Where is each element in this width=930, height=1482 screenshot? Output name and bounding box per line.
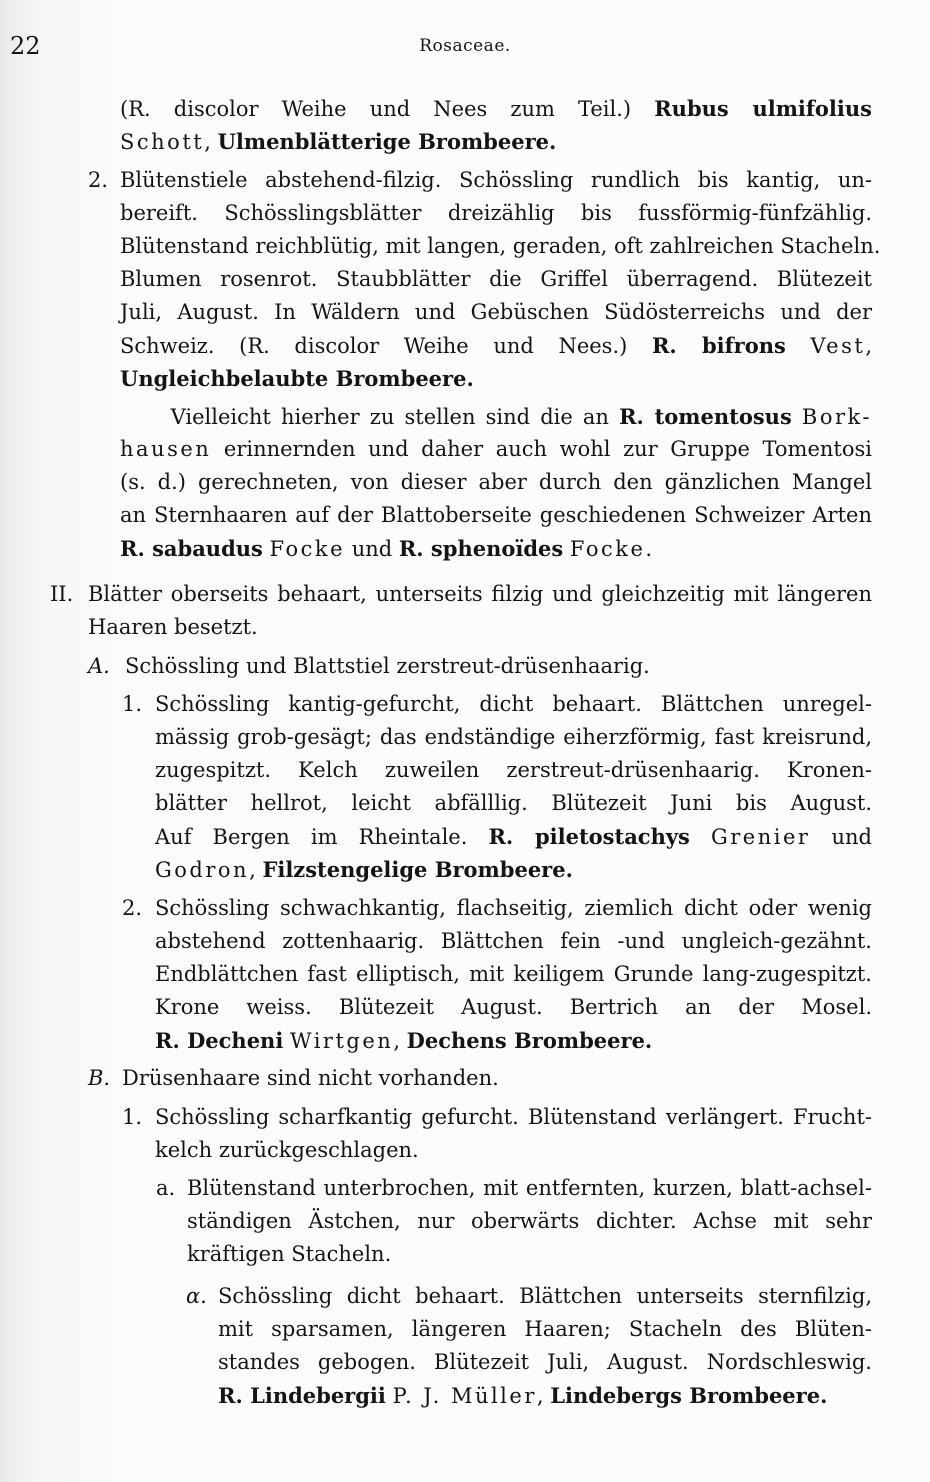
paragraph-b1 (120, 92, 872, 158)
text-line: Vielleicht hierher zu stellen sind die an R. tomentosus Bork- (120, 404, 872, 429)
text-line: Blütenstand unterbrochen, mit entfernten, kurzen, blatt-achsel- (187, 1176, 872, 1200)
text-line: Drüsenhaare sind nicht vorhanden. (122, 1066, 499, 1090)
text-line: mässig grob-gesägt; das endständige eiherzförmig, fast kreisrund, (155, 725, 872, 749)
text-line: Schweiz. (R. discolor Weihe und Nees.) R. bifrons Vest, (120, 333, 872, 358)
text-line: Blätter oberseits behaart, unterseits filzig und gleichzeitig mit längeren (88, 582, 872, 606)
list-marker: 2. (122, 896, 143, 920)
list-marker: α. (186, 1284, 207, 1308)
text-line: Schott, Ulmenblätterige Brombeere. (120, 129, 557, 154)
paragraph-b8 (122, 1062, 872, 1095)
text-line: Blumen rosenrot. Staubblätter die Griffel überragend. Blütezeit (120, 267, 872, 291)
list-marker: 1. (122, 1105, 143, 1129)
text-line: ständigen Ästchen, nur oberwärts dichter. Achse mit sehr (187, 1209, 872, 1233)
list-marker: B. (88, 1066, 111, 1090)
text-line: kelch zurückgeschlagen. (155, 1138, 419, 1162)
text-line: abstehend zottenhaarig. Blättchen fein -und ungleich-gezähnt. (155, 929, 872, 953)
text-line: R. sabaudus Focke und R. sphenoïdes Focke. (120, 536, 653, 561)
text-line: Schössling schwachkantig, flachseitig, ziemlich dicht oder wenig (155, 896, 872, 920)
list-marker: II. (50, 582, 74, 606)
text-line: mit sparsamen, längeren Haaren; Stacheln des Blüten- (218, 1317, 872, 1341)
text-line: Schössling kantig-gefurcht, dicht behaart. Blättchen unregel- (155, 692, 872, 716)
text-line: Schössling und Blattstiel zerstreut-drüsenhaarig. (125, 654, 650, 678)
paragraph-b7 (155, 892, 872, 1057)
text-line: Blütenstiele abstehend-filzig. Schössling rundlich bis kantig, un- (120, 168, 872, 192)
list-marker: 1. (122, 692, 143, 716)
text-line: Krone weiss. Blütezeit August. Bertrich an der Mosel. (155, 995, 872, 1019)
text-line: (R. discolor Weihe und Nees zum Teil.) Rubus ulmifolius (120, 96, 872, 121)
text-line: R. Decheni Wirtgen, Dechens Brombeere. (155, 1028, 653, 1053)
paragraph-b5 (125, 650, 872, 683)
list-marker: a. (156, 1176, 176, 1200)
paragraph-b11 (218, 1280, 872, 1412)
running-head: Rosaceae. (419, 36, 511, 56)
text-line: blätter hellrot, leicht abfälllig. Blütezeit Juni bis August. (155, 791, 872, 815)
text-line: hausen erinnernden und daher auch wohl zur Gruppe Tomentosi (120, 437, 872, 461)
text-line: Godron, Filzstengelige Brombeere. (155, 857, 573, 882)
page-number: 22 (10, 32, 41, 60)
paragraph-b6 (155, 688, 872, 886)
text-line: R. Lindebergii P. J. Müller, Lindebergs Brombeere. (218, 1383, 828, 1408)
paragraph-b2 (120, 164, 881, 395)
paragraph-b3 (120, 400, 872, 565)
text-line: an Sternhaaren auf der Blattoberseite geschiedenen Schweizer Arten (120, 503, 872, 527)
paragraph-b4 (88, 578, 872, 644)
list-marker: A. (88, 654, 110, 678)
text-line: Schössling dicht behaart. Blättchen unterseits sternfilzig, (218, 1284, 872, 1308)
text-line: Haaren besetzt. (88, 615, 258, 639)
text-line: bereift. Schösslingsblätter dreizählig bis fussförmig-fünfzählig. (120, 201, 872, 225)
text-line: Blütenstand reichblütig, mit langen, geraden, oft zahlreichen Stacheln. (120, 234, 881, 258)
text-line: Auf Bergen im Rheintale. R. piletostachys Grenier und (155, 824, 872, 849)
paragraph-b10 (187, 1172, 872, 1271)
text-line: kräftigen Stacheln. (187, 1242, 392, 1266)
list-marker: 2. (88, 168, 109, 192)
text-line: (s. d.) gerechneten, von dieser aber durch den gänzlichen Mangel (120, 470, 872, 494)
text-line: zugespitzt. Kelch zuweilen zerstreut-drüsenhaarig. Kronen- (155, 758, 872, 782)
text-line: Endblättchen fast elliptisch, mit keiligem Grunde lang-zugespitzt. (155, 962, 872, 986)
paragraph-b9 (155, 1101, 872, 1167)
text-line: Schössling scharfkantig gefurcht. Blütenstand verlängert. Frucht- (155, 1105, 872, 1129)
text-line: Ungleichbelaubte Brombeere. (120, 366, 474, 391)
text-line: standes gebogen. Blütezeit Juli, August. Nordschleswig. (218, 1350, 872, 1374)
text-line: Juli, August. In Wäldern und Gebüschen Südösterreichs und der (120, 300, 872, 324)
